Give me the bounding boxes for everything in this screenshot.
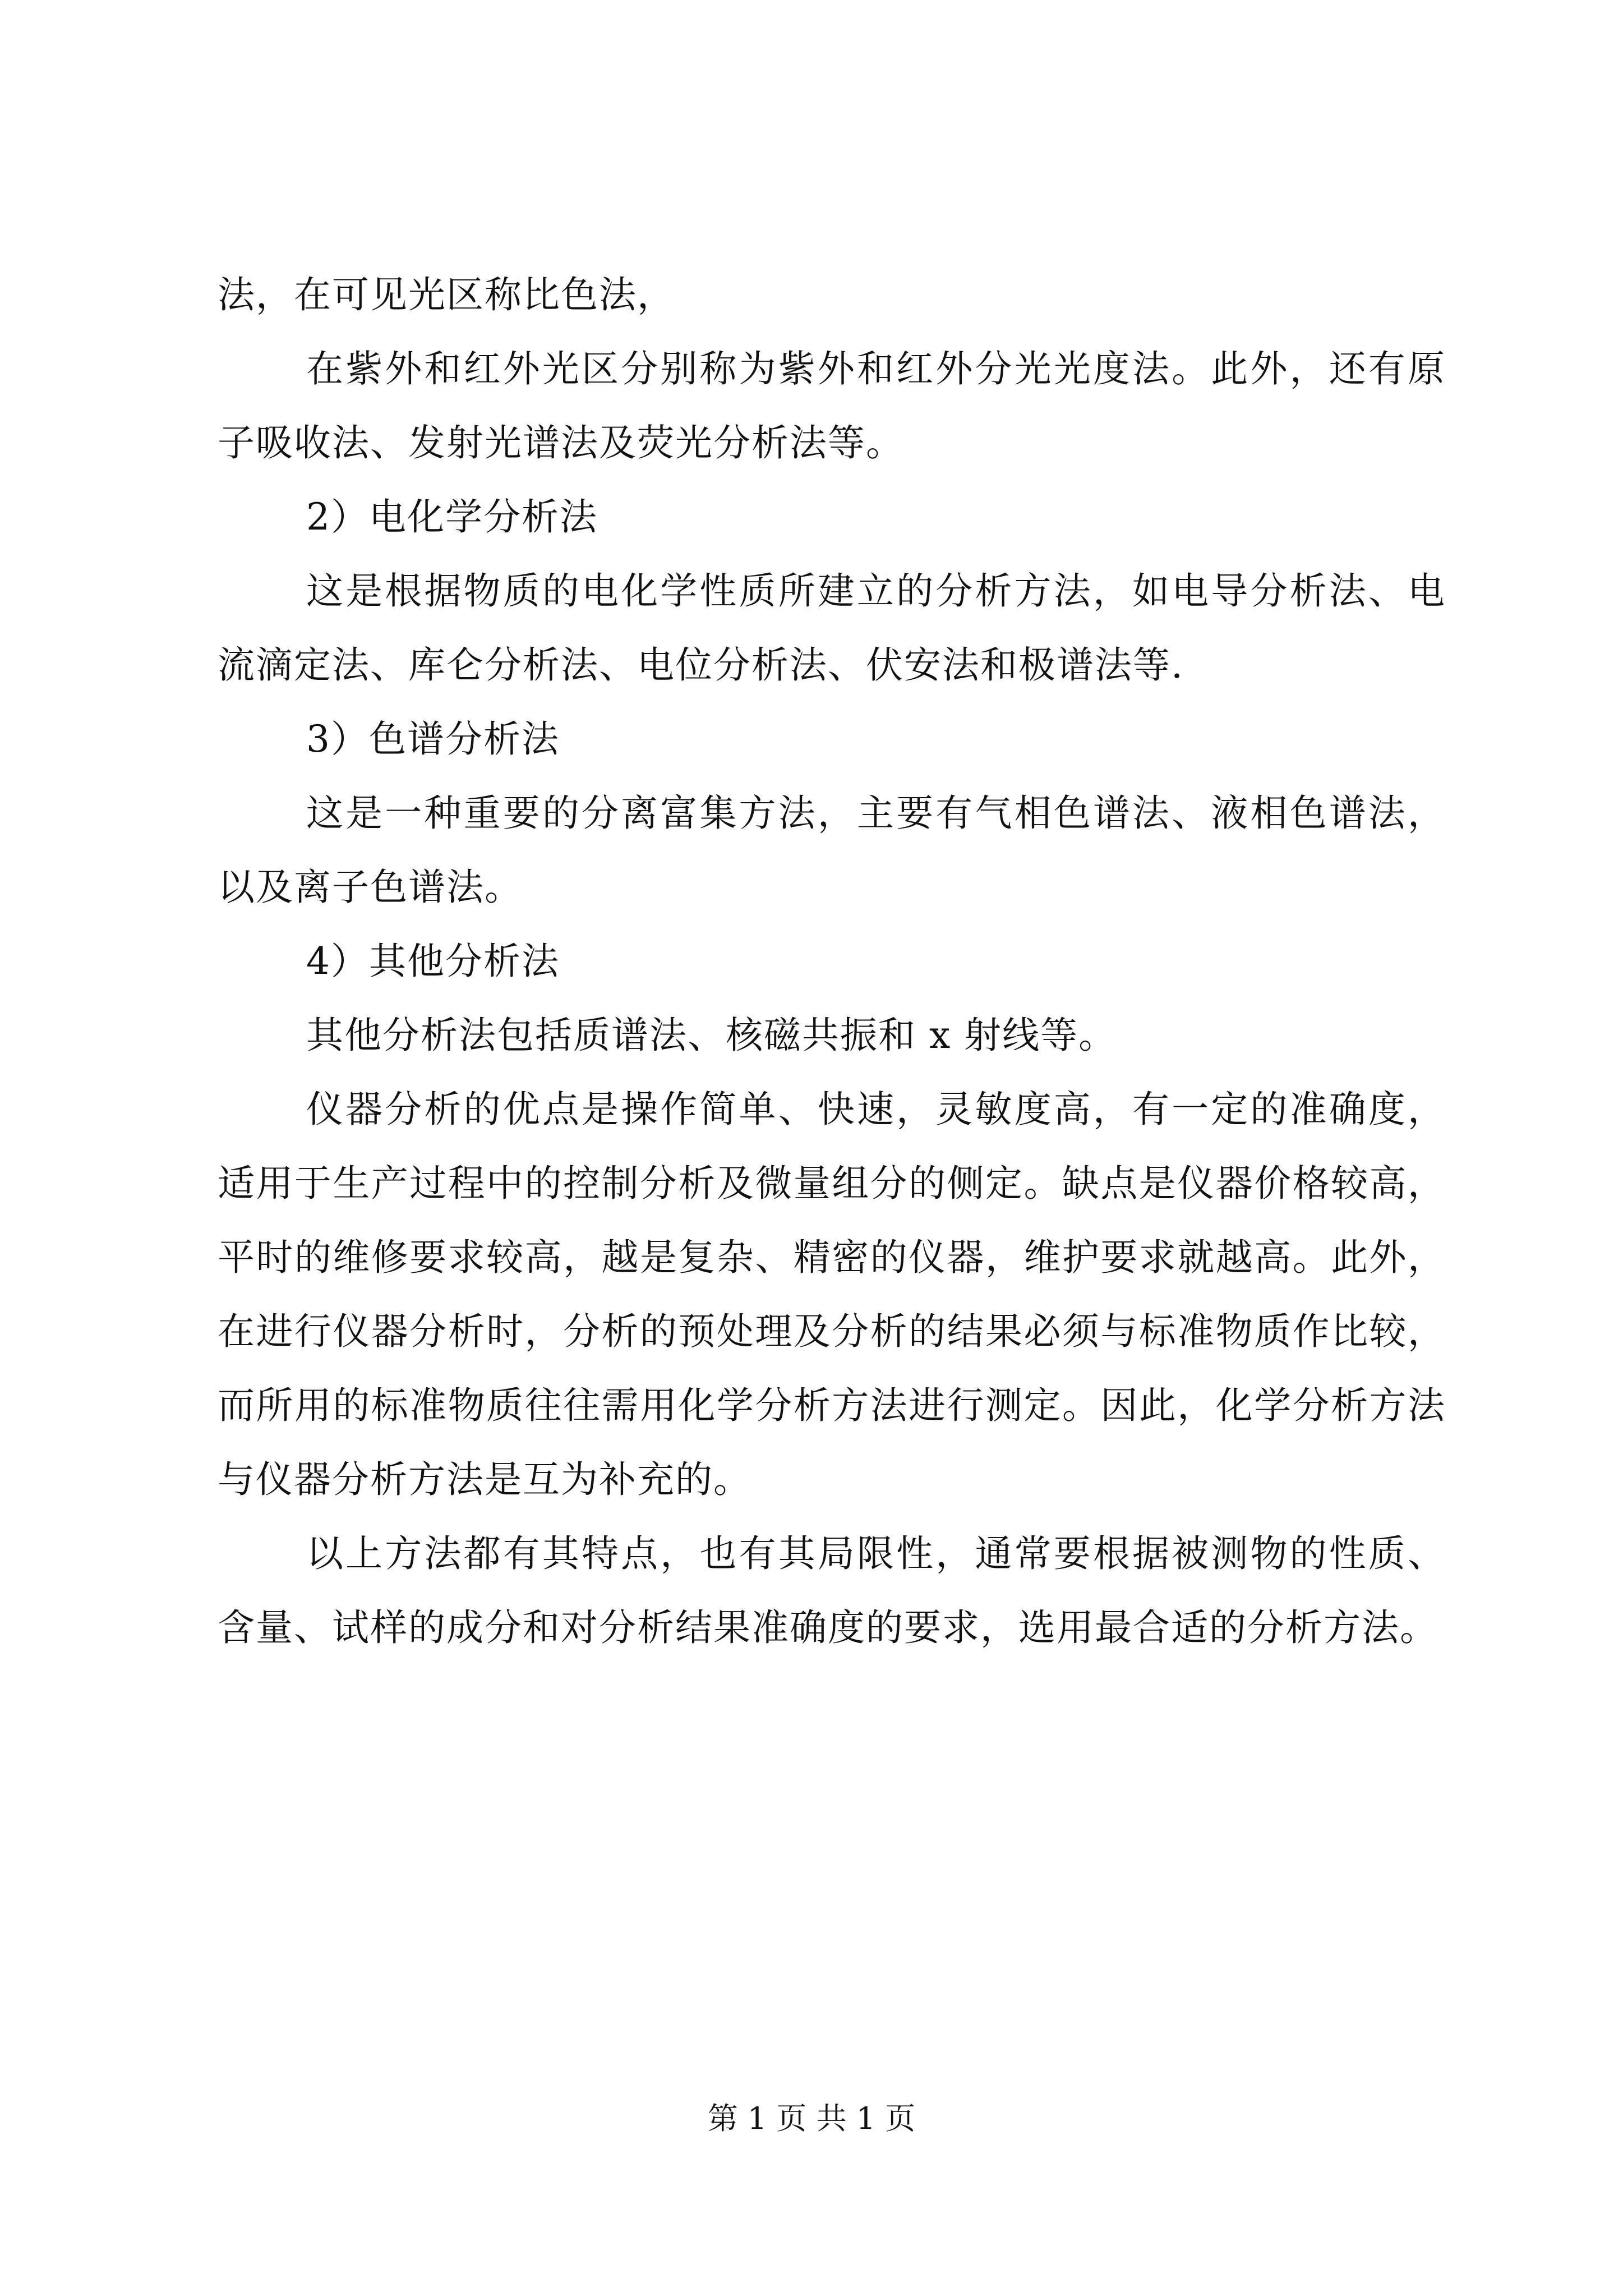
section-heading-other: 4）其他分析法 — [306, 940, 560, 983]
paragraph-electrochemical: 这是根据物质的电化学性质所建立的分析方法，如电导分析法、电流滴定法、库仑分析法、电位分析法、伏安法和极谱法等. — [218, 569, 1446, 687]
section-heading-electrochemical: 2）电化学分析法 — [306, 495, 598, 539]
document-body — [218, 258, 1446, 1665]
section-heading-chromatography: 3）色谱分析法 — [306, 717, 560, 761]
paragraph-chromatography: 这是一种重要的分离富集方法，主要有气相色谱法、液相色谱法，以及离子色谱法。 — [218, 792, 1446, 909]
paragraph-advantages: 仪器分析的优点是操作简单、快速，灵敏度高，有一定的准确度，适用于生产过程中的控制分析及微量组分的侧定。缺点是仪器价格较高，平时的维修要求较高，越是复杂、精密的仪器，维护要求就越高。此外，在进行仪器分析时，分析的预处理及分析的结果必须与标准物质作比较，而所用的标准物质往往需用化学分析方法进行测定。因此，化学分析方法与仪器分析方法是互为补充的。 — [218, 1088, 1446, 1501]
paragraph-2: 在紫外和红外光区分别称为紫外和红外分光光度法。此外，还有原子吸收法、发射光谱法及荧光分析法等。 — [218, 347, 1446, 464]
paragraph-conclusion: 以上方法都有其特点，也有其局限性，通常要根据被测物的性质、含量、试样的成分和对分析结果准确度的要求，选用最合适的分析方法。 — [218, 1532, 1446, 1649]
page-footer: 第 1 页 共 1 页 — [707, 2101, 916, 2136]
paragraph-other: 其他分析法包括质谱法、核磁共振和 x 射线等。 — [306, 1014, 1117, 1057]
paragraph-1: 法，在可见光区称比色法， — [218, 273, 675, 316]
